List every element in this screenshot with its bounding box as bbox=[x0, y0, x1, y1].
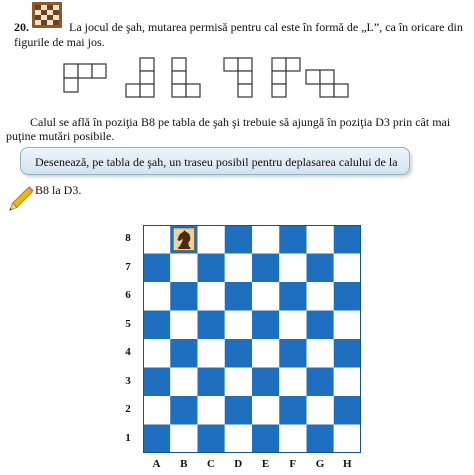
l-shape-figure-2 bbox=[126, 58, 154, 97]
square-F6[interactable] bbox=[279, 282, 306, 311]
square-E6[interactable] bbox=[252, 282, 279, 311]
file-label-H: H bbox=[342, 458, 352, 470]
square-B6[interactable] bbox=[170, 282, 197, 311]
chess-board[interactable] bbox=[143, 225, 361, 453]
file-label-C: C bbox=[207, 458, 215, 470]
rank-label-5: 5 bbox=[125, 317, 131, 330]
square-H3[interactable] bbox=[334, 368, 361, 397]
rank-label-2: 2 bbox=[125, 403, 131, 416]
l-shape-figure-1 bbox=[64, 64, 106, 92]
square-E4[interactable] bbox=[252, 339, 279, 368]
square-C7[interactable] bbox=[198, 254, 225, 283]
square-G1[interactable] bbox=[307, 425, 334, 454]
square-F1[interactable] bbox=[279, 425, 306, 454]
square-B1[interactable] bbox=[170, 425, 197, 454]
square-E7[interactable] bbox=[252, 254, 279, 283]
square-H7[interactable] bbox=[334, 254, 361, 283]
square-E1[interactable] bbox=[252, 425, 279, 454]
square-A3[interactable] bbox=[143, 368, 170, 397]
square-H4[interactable] bbox=[334, 339, 361, 368]
file-label-A: A bbox=[152, 458, 161, 470]
square-G5[interactable] bbox=[307, 311, 334, 340]
square-F8[interactable] bbox=[279, 225, 306, 254]
square-B3[interactable] bbox=[170, 368, 197, 397]
square-F5[interactable] bbox=[279, 311, 306, 340]
square-B7[interactable] bbox=[170, 254, 197, 283]
rank-label-4: 4 bbox=[125, 346, 131, 359]
square-C3[interactable] bbox=[198, 368, 225, 397]
square-G3[interactable] bbox=[307, 368, 334, 397]
square-D2[interactable] bbox=[225, 396, 252, 425]
rank-label-3: 3 bbox=[125, 374, 131, 387]
square-D1[interactable] bbox=[225, 425, 252, 454]
square-A8[interactable] bbox=[143, 225, 170, 254]
square-H8[interactable] bbox=[334, 225, 361, 254]
square-E2[interactable] bbox=[252, 396, 279, 425]
l-shape-figure-6 bbox=[306, 70, 348, 97]
square-G4[interactable] bbox=[307, 339, 334, 368]
square-E3[interactable] bbox=[252, 368, 279, 397]
square-C4[interactable] bbox=[198, 339, 225, 368]
square-E5[interactable] bbox=[252, 311, 279, 340]
square-G2[interactable] bbox=[307, 396, 334, 425]
square-C8[interactable] bbox=[198, 225, 225, 254]
instruction-box: Desenează, pe tabla de şah, un traseu posibil pentru deplasarea calului de la B8 la D3. bbox=[20, 147, 410, 175]
square-B2[interactable] bbox=[170, 396, 197, 425]
square-F2[interactable] bbox=[279, 396, 306, 425]
square-C6[interactable] bbox=[198, 282, 225, 311]
problem-number: 20. bbox=[14, 20, 29, 34]
rank-label-6: 6 bbox=[125, 289, 131, 302]
problem-statement: La jocul de şah, mutarea permisă pentru cal este în formă de „L”, ca în oricare din figurile de mai jos. bbox=[14, 20, 463, 49]
file-label-B: B bbox=[180, 458, 188, 470]
square-A1[interactable] bbox=[143, 425, 170, 454]
square-C2[interactable] bbox=[198, 396, 225, 425]
square-F3[interactable] bbox=[279, 368, 306, 397]
pencil-icon bbox=[4, 186, 34, 216]
file-label-E: E bbox=[261, 458, 270, 470]
square-D6[interactable] bbox=[225, 282, 252, 311]
square-H1[interactable] bbox=[334, 425, 361, 454]
l-shape-figure-5 bbox=[272, 58, 300, 97]
square-A2[interactable] bbox=[143, 396, 170, 425]
square-D5[interactable] bbox=[225, 311, 252, 340]
square-B4[interactable] bbox=[170, 339, 197, 368]
square-G8[interactable] bbox=[307, 225, 334, 254]
knight-icon[interactable] bbox=[173, 228, 194, 251]
l-shape-figure-3 bbox=[172, 58, 200, 97]
square-D3[interactable] bbox=[225, 368, 252, 397]
square-C1[interactable] bbox=[198, 425, 225, 454]
l-shape-figure-4 bbox=[224, 58, 252, 97]
square-G7[interactable] bbox=[307, 254, 334, 283]
square-A4[interactable] bbox=[143, 339, 170, 368]
square-F4[interactable] bbox=[279, 339, 306, 368]
square-B5[interactable] bbox=[170, 311, 197, 340]
rank-label-7: 7 bbox=[125, 260, 131, 273]
square-D7[interactable] bbox=[225, 254, 252, 283]
square-D4[interactable] bbox=[225, 339, 252, 368]
knight-move-figures bbox=[60, 56, 420, 100]
square-G6[interactable] bbox=[307, 282, 334, 311]
square-H2[interactable] bbox=[334, 396, 361, 425]
file-label-G: G bbox=[315, 458, 325, 470]
square-E8[interactable] bbox=[252, 225, 279, 254]
square-A6[interactable] bbox=[143, 282, 170, 311]
square-F7[interactable] bbox=[279, 254, 306, 283]
rank-label-1: 1 bbox=[125, 431, 131, 444]
task-statement: Calul se află în poziţia B8 pe tabla de şah şi trebuie să ajungă în poziţia D3 prin cât mai puţine mutări posibile. bbox=[6, 115, 451, 143]
rank-label-8: 8 bbox=[125, 232, 131, 245]
square-H6[interactable] bbox=[334, 282, 361, 311]
file-label-D: D bbox=[234, 458, 243, 470]
square-A7[interactable] bbox=[143, 254, 170, 283]
square-A5[interactable] bbox=[143, 311, 170, 340]
square-D8[interactable] bbox=[225, 225, 252, 254]
square-H5[interactable] bbox=[334, 311, 361, 340]
square-C5[interactable] bbox=[198, 311, 225, 340]
file-label-F: F bbox=[289, 458, 297, 470]
